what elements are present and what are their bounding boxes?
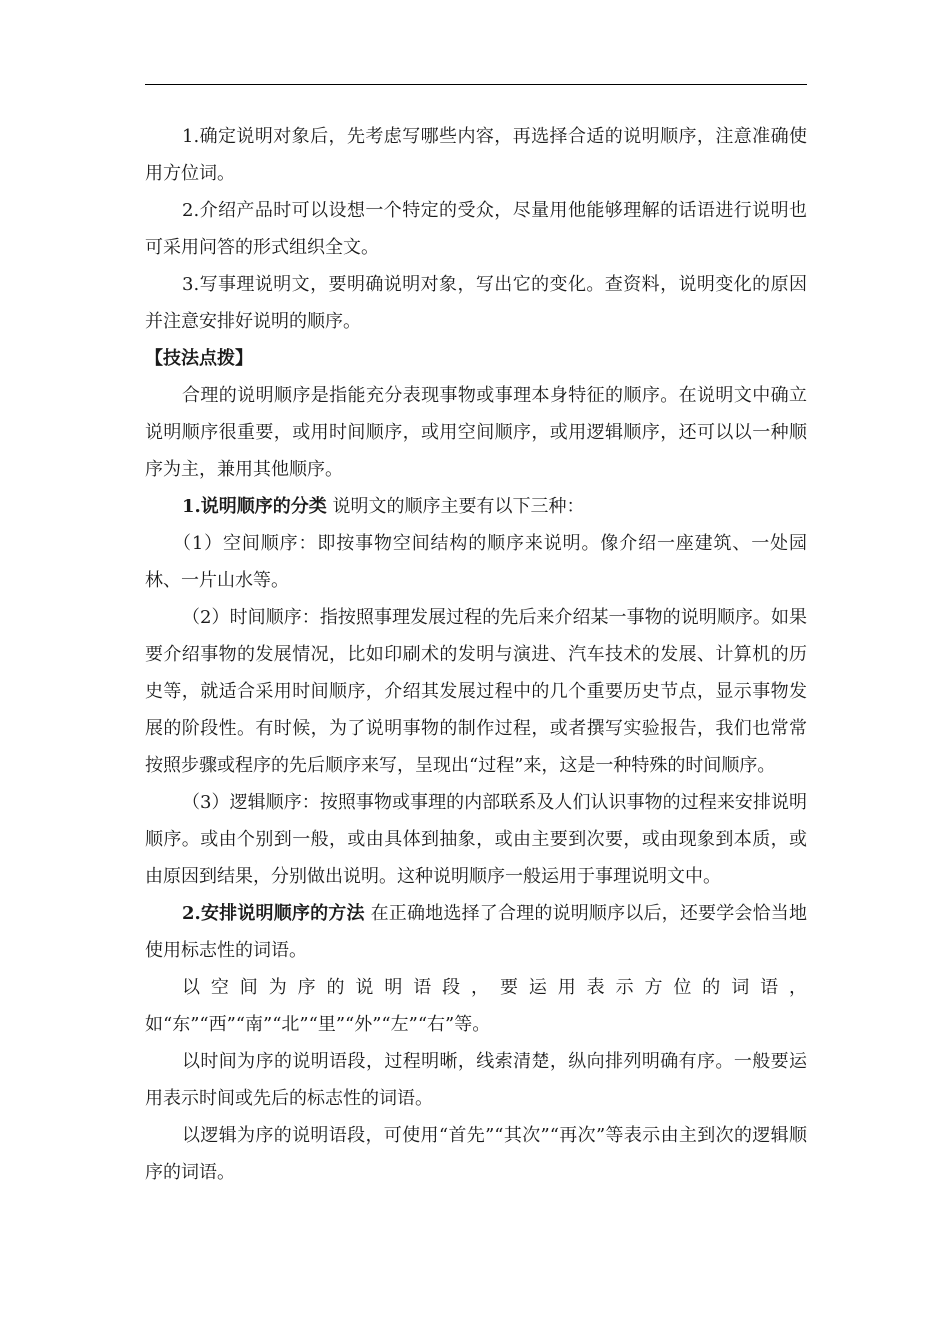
type-paragraph-temporal: （2）时间顺序：指按照事理发展过程的先后来介绍某一事物的说明顺序。如果要介绍事物的发展情况，比如印刷术的发明与演进、汽车技术的发展、计算机的历史等，就适合采用时间顺序，介绍其发展过程中的几个重要历史节点，显示事物发展的阶段性。有时候，为了说明事物的制作过程，或者撰写实验报告，我们也常常按照步骤或程序的先后顺序来写，呈现出“过程”来，这是一种特殊的时间顺序。 xyxy=(145,607,807,776)
method-paragraph-temporal: 以时间为序的说明语段，过程明晰，线索清楚，纵向排列明确有序。一般要运用表示时间或先后的标志性的词语。 xyxy=(145,1051,807,1109)
tip-paragraph-2: 2.介绍产品时可以设想一个特定的受众，尽量用他能够理解的话语进行说明也可采用问答的形式组织全文。 xyxy=(145,200,807,258)
header-rule xyxy=(145,84,807,85)
section-heading: 【技法点拨】 xyxy=(145,348,253,369)
method-paragraph-spatial: 以空间为序的说明语段，要运用表示方位的词语，如“东”“西”“南”“北”“里”“外”“左”“右”等。 xyxy=(145,977,807,1035)
classification-text: 说明文的顺序主要有以下三种： xyxy=(326,496,585,517)
method-paragraph xyxy=(145,895,807,969)
intro-paragraph: 合理的说明顺序是指能充分表现事物或事理本身特征的顺序。在说明文中确立说明顺序很重要，或用时间顺序，或用空间顺序，或用逻辑顺序，还可以以一种顺序为主，兼用其他顺序。 xyxy=(145,385,807,480)
classification-heading: 1.说明顺序的分类 xyxy=(182,496,327,517)
type-paragraph-spatial: （1）空间顺序：即按事物空间结构的顺序来说明。像介绍一座建筑、一处园林、一片山水等。 xyxy=(145,533,807,591)
method-paragraph-logical: 以逻辑为序的说明语段，可使用“首先”“其次”“再次”等表示由主到次的逻辑顺序的词语。 xyxy=(145,1125,807,1183)
tip-paragraph-1: 1.确定说明对象后，先考虑写哪些内容，再选择合适的说明顺序，注意准确使用方位词。 xyxy=(145,126,807,184)
tip-paragraph-3: 3.写事理说明文，要明确说明对象，写出它的变化。查资料，说明变化的原因并注意安排好说明的顺序。 xyxy=(145,274,807,332)
method-heading: 2.安排说明顺序的方法 xyxy=(182,903,365,924)
type-paragraph-logical: （3）逻辑顺序：按照事物或事理的内部联系及人们认识事物的过程来安排说明顺序。或由个别到一般，或由具体到抽象，或由主要到次要，或由现象到本质，或由原因到结果，分别做出说明。这种说明顺序一般运用于事理说明文中。 xyxy=(145,792,807,887)
document-body xyxy=(145,118,807,1191)
classification-paragraph xyxy=(145,488,807,525)
method-text: 在正确地选择了合理的说明顺序以后，还要学会恰当地使用标志性的词语。 xyxy=(145,903,807,961)
